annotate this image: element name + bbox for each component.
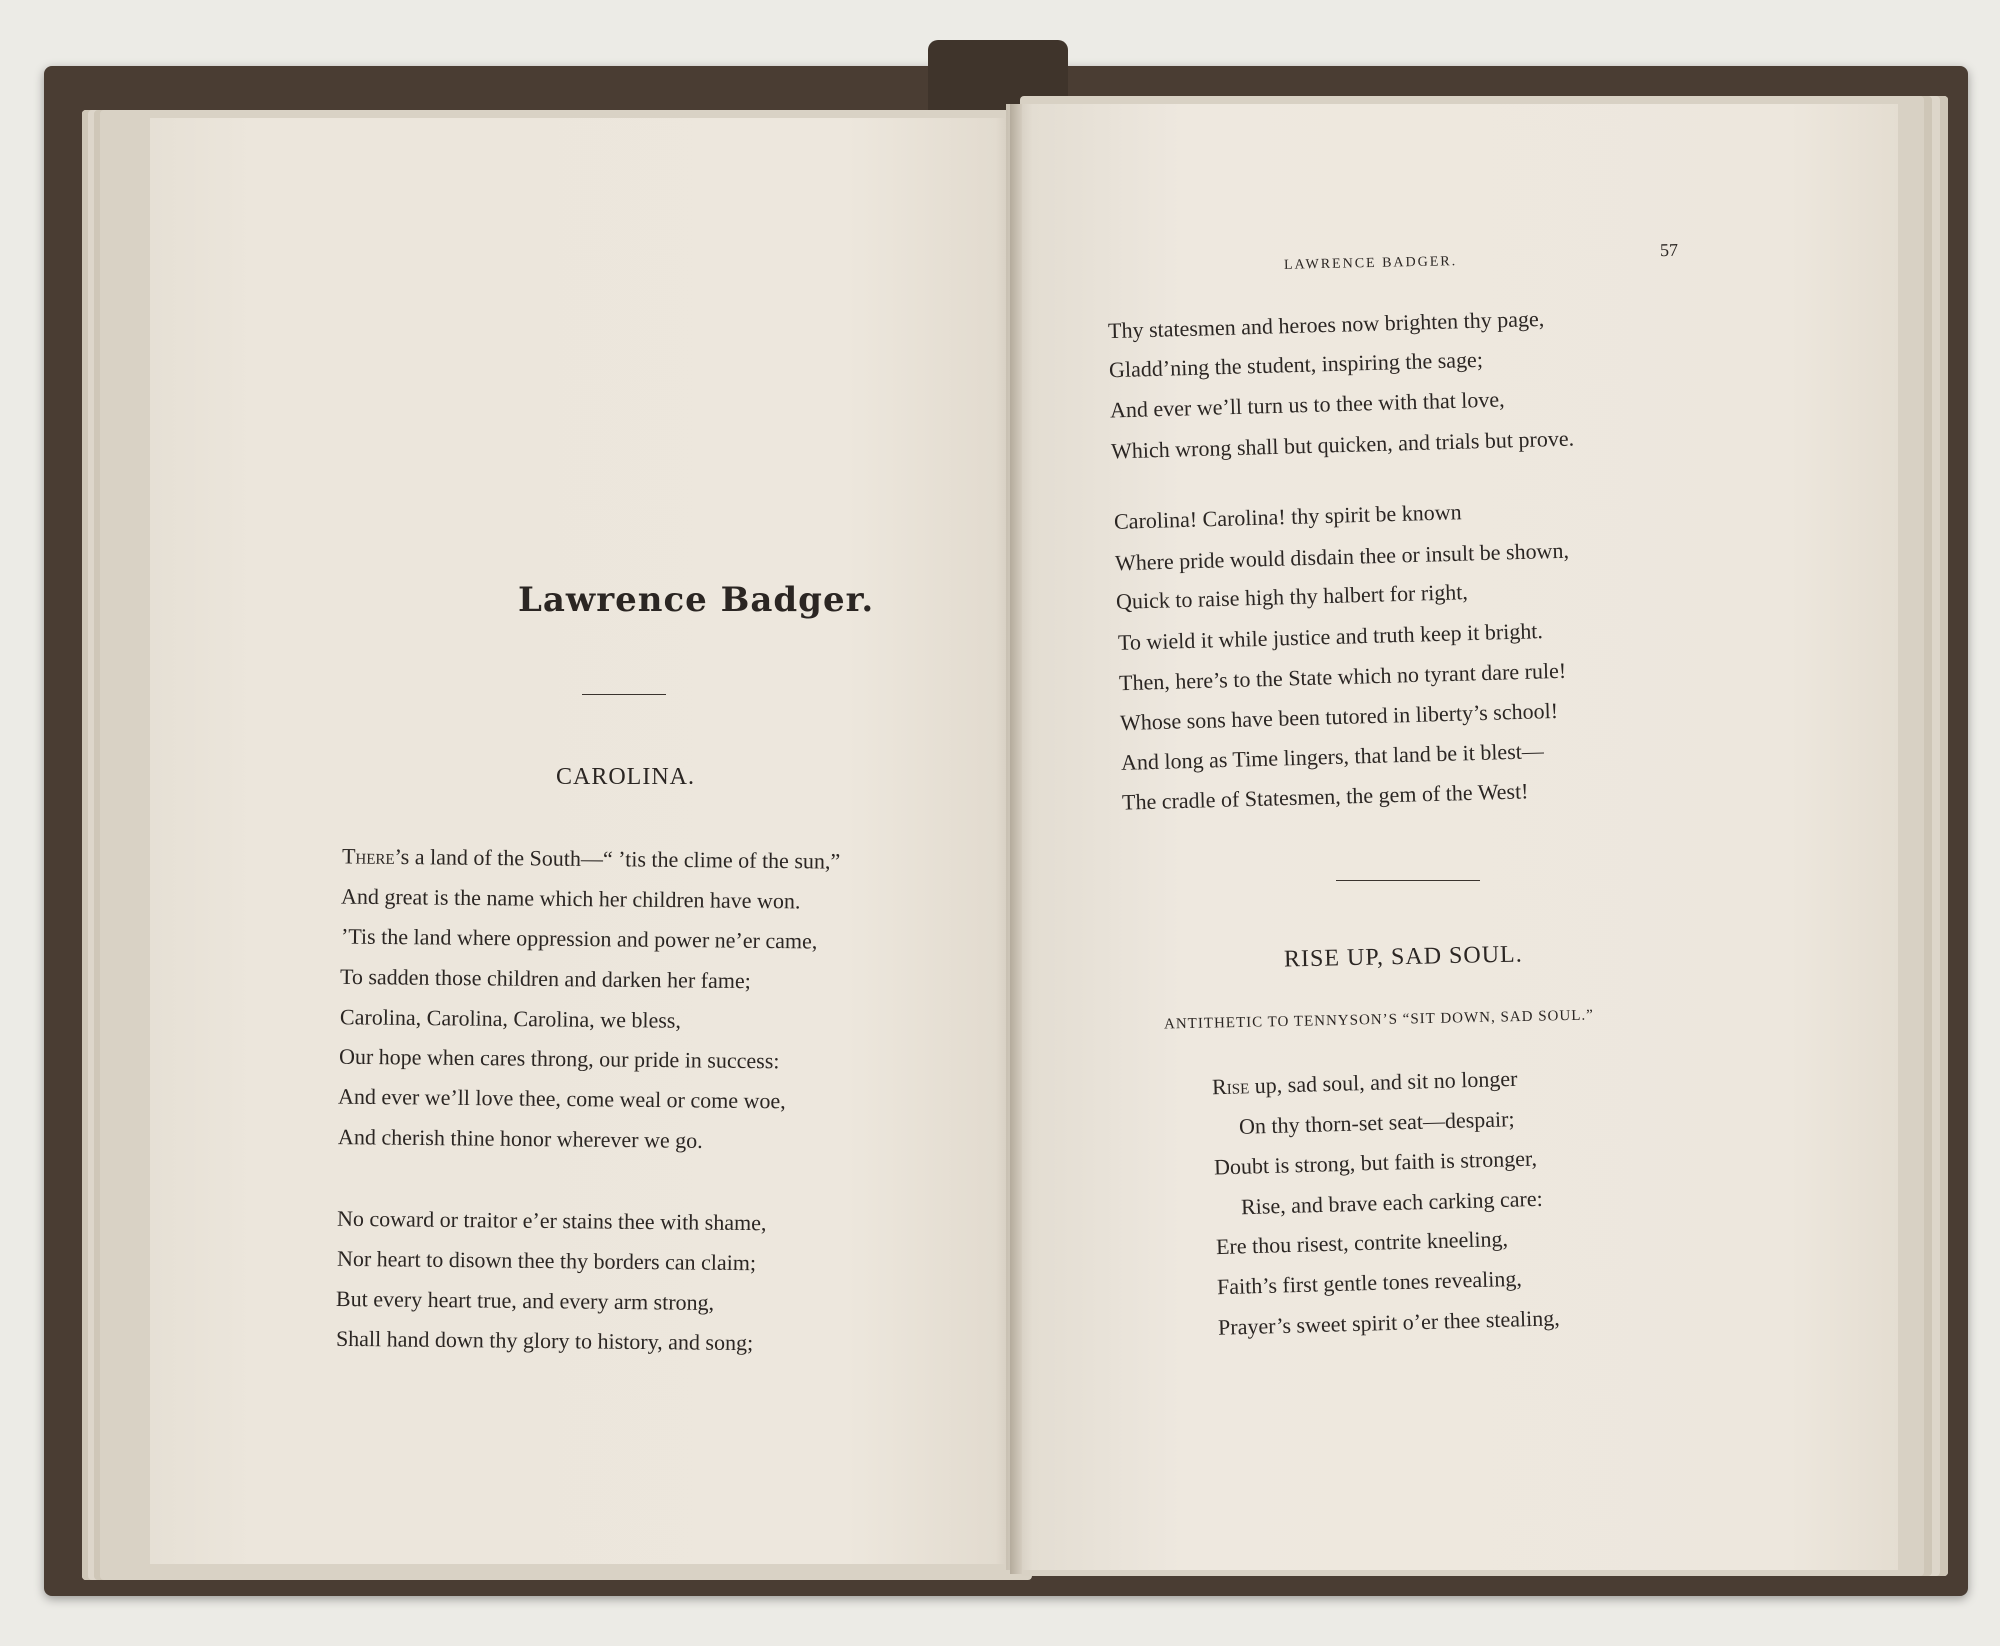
poem-line	[341, 924, 818, 955]
poem-line-text: Ere thou risest, contrite kneeling,	[1215, 1225, 1509, 1260]
poem-line: Carolina! Carolina! thy spirit be known	[1113, 499, 1462, 534]
poem-line: To wield it while justice and truth keep it bright.	[1117, 618, 1544, 655]
poem-line	[340, 964, 751, 994]
poem-subtitle: ANTITHETIC TO TENNYSON’S “SIT DOWN, SAD SOUL.”	[1163, 1007, 1594, 1033]
poem-line-text: Rise, and brave each carking care:	[1240, 1185, 1544, 1220]
poem-line: Which wrong shall but quicken, and trials but prove.	[1110, 425, 1575, 464]
poem-line	[338, 1124, 703, 1154]
poem-line	[340, 1004, 681, 1034]
author-heading: Lawrence Badger.	[518, 580, 875, 620]
poem-title-carolina: CAROLINA.	[556, 764, 695, 790]
poem-line-text: And ever we’ll love thee, come weal or come woe,	[337, 1083, 786, 1114]
poem-line-text: ’Tis the land where oppression and power ne’er came,	[340, 923, 818, 954]
poem-line: Nor heart to disown thee thy borders can claim;	[336, 1245, 757, 1276]
poem-line: Whose sons have been tutored in liberty’s school!	[1119, 697, 1559, 736]
poem-line-text: Faith’s first gentle tones revealing,	[1216, 1265, 1523, 1300]
poem-line: The cradle of Statesmen, the gem of the West!	[1121, 778, 1529, 815]
poem-line: No coward or traitor e’er stains thee with shame,	[336, 1205, 767, 1236]
poem-line	[342, 843, 840, 874]
poem-line-initial: There	[341, 843, 395, 869]
poem-line-text: And cherish thine honor wherever we go.	[337, 1124, 703, 1153]
poem-line: Gladd’ning the student, inspiring the sage;	[1108, 346, 1484, 383]
poem-line-text: On thy thorn-set seat—despair;	[1238, 1106, 1515, 1139]
book-gutter	[1010, 104, 1022, 1574]
poem-line: Thy statesmen and heroes now brighten thy page,	[1107, 305, 1545, 344]
poem-line: Where pride would disdain thee or insult be shown,	[1114, 537, 1570, 576]
heading-divider	[582, 694, 666, 695]
poem-line: And long as Time lingers, that land be it blest—	[1120, 738, 1545, 775]
poem-line-text: To sadden those children and darken her fame;	[339, 963, 751, 994]
poem-line: Then, here’s to the State which no tyrant dare rule!	[1118, 657, 1567, 696]
poem-title-rise-up: RISE UP, SAD SOUL.	[1283, 941, 1523, 973]
poem-divider	[1336, 880, 1480, 881]
poem-line	[341, 884, 801, 915]
poem-line	[339, 1044, 780, 1075]
poem-line-text: Carolina, Carolina, Carolina, we bless,	[339, 1004, 682, 1033]
poem-line: Shall hand down thy glory to history, and song;	[335, 1325, 754, 1356]
poem-line	[338, 1084, 786, 1115]
poem-line: But every heart true, and every arm strong,	[335, 1286, 715, 1315]
poem-line-text: up, sad soul, and sit no longer	[1248, 1065, 1518, 1099]
poem-line-text: Prayer’s sweet spirit o’er thee stealing,	[1217, 1305, 1560, 1340]
poem-line-text: And great is the name which her children have won.	[340, 883, 801, 914]
poem-line: And ever we’ll turn us to thee with that love,	[1109, 386, 1505, 423]
page-number: 57	[1659, 239, 1679, 261]
poem-line-text: Doubt is strong, but faith is stronger,	[1213, 1145, 1538, 1180]
poem-line-text: Our hope when cares throng, our pride in success:	[338, 1043, 780, 1074]
poem-line: Quick to raise high thy halbert for right,	[1115, 579, 1469, 614]
poem-line-initial: Rise	[1211, 1073, 1250, 1100]
running-head: LAWRENCE BADGER.	[1283, 254, 1458, 273]
poem-line-text: ’s a land of the South—“ ’tis the clime of the sun,”	[394, 843, 841, 874]
